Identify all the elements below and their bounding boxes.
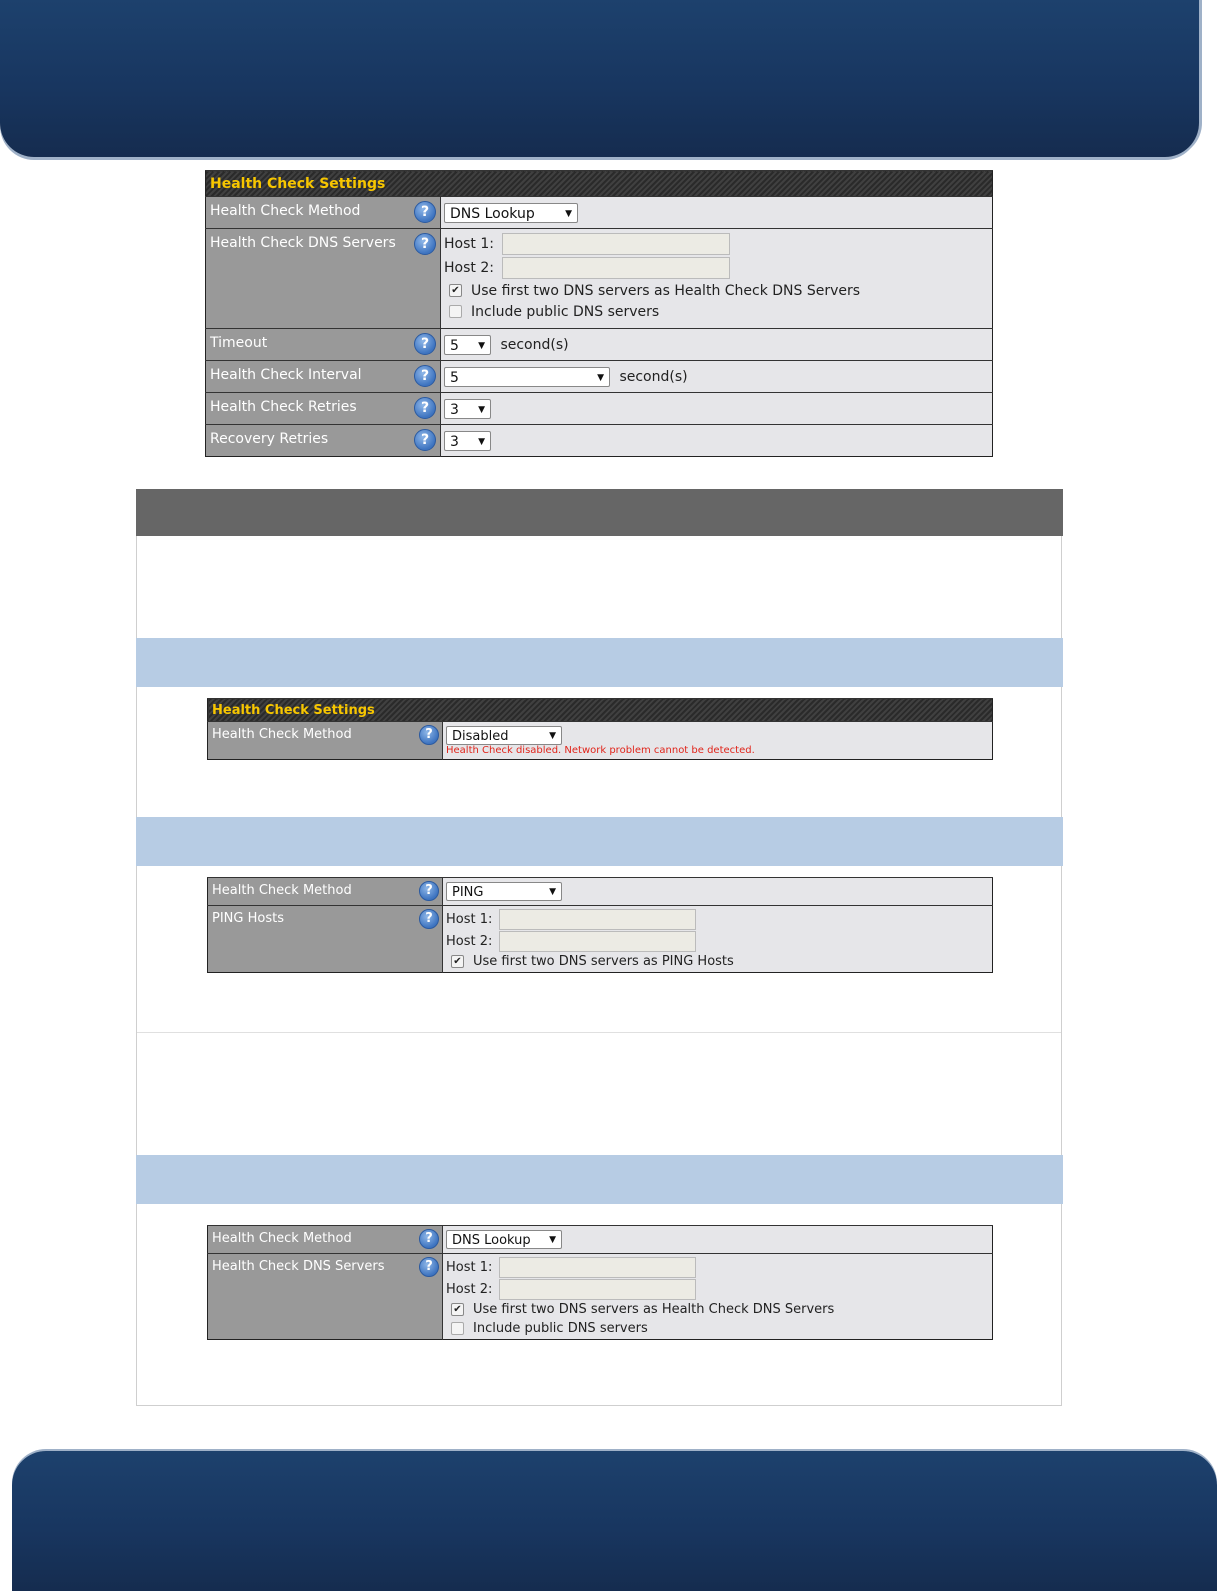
ping-host1-input[interactable] <box>499 909 696 930</box>
dns-host1-input[interactable] <box>499 1257 696 1278</box>
dns-method-select[interactable]: DNS Lookup ▼ <box>446 1230 562 1249</box>
dns-host1-label: Host 1: <box>446 1259 493 1275</box>
retries-label: Health Check Retries <box>210 399 357 415</box>
bottom-banner <box>12 1451 1217 1591</box>
interval-label: Health Check Interval <box>210 367 362 383</box>
disabled-method-select[interactable]: Disabled ▼ <box>446 726 562 745</box>
recovery-label-cell <box>206 425 441 457</box>
interval-unit: second(s) <box>619 368 688 385</box>
dns-include-public-label: Include public DNS servers <box>473 1321 648 1336</box>
dns-method-label: Health Check Method <box>212 1231 352 1246</box>
disabled-method-label-cell <box>208 722 443 760</box>
ping-use-first-two-label: Use first two DNS servers as PING Hosts <box>473 954 734 969</box>
section-divider <box>137 1032 1061 1033</box>
disabled-header: Health Check Settings <box>208 699 993 722</box>
include-public-label: Include public DNS servers <box>471 303 660 320</box>
dns-example-table <box>207 1225 993 1340</box>
interval-select[interactable]: 5 ▼ <box>444 367 610 387</box>
recovery-label: Recovery Retries <box>210 431 329 447</box>
help-icon[interactable]: ? <box>419 1257 439 1277</box>
ping-hosts-label-cell <box>208 906 443 973</box>
ping-method-select[interactable]: PING ▼ <box>446 882 562 901</box>
help-icon[interactable]: ? <box>419 909 439 929</box>
ping-host1-label: Host 1: <box>446 911 493 927</box>
dns-use-first-two-checkbox[interactable]: ✔ <box>451 1303 464 1316</box>
help-icon[interactable]: ? <box>414 429 436 451</box>
section-band <box>136 817 1063 866</box>
dns-servers-label: Health Check DNS Servers <box>210 235 396 251</box>
dns-include-public-checkbox[interactable] <box>451 1322 464 1335</box>
use-first-two-label: Use first two DNS servers as Health Check DNS Servers <box>471 282 861 299</box>
dns-host2-input[interactable] <box>499 1279 696 1300</box>
dns-host2-label: Host 2: <box>446 1281 493 1297</box>
dns-servers-label-cell <box>208 1254 443 1340</box>
dns-method-label-cell <box>208 1226 443 1254</box>
top-banner <box>0 0 1199 157</box>
help-icon[interactable]: ? <box>414 233 436 255</box>
recovery-select[interactable]: 3 ▼ <box>444 431 491 451</box>
health-check-warning: Health Check disabled. Network problem cannot be detected. <box>446 745 755 756</box>
ping-host2-label: Host 2: <box>446 933 493 949</box>
help-icon[interactable]: ? <box>419 881 439 901</box>
timeout-label-cell <box>206 329 441 361</box>
method-select[interactable]: DNS Lookup ▼ <box>444 203 578 223</box>
section-band <box>136 638 1063 687</box>
timeout-unit: second(s) <box>500 336 569 353</box>
help-icon[interactable]: ? <box>414 365 436 387</box>
dns-use-first-two-label: Use first two DNS servers as Health Check DNS Servers <box>473 1302 835 1317</box>
use-first-two-checkbox[interactable]: ✔ <box>449 284 462 297</box>
include-public-checkbox[interactable] <box>449 305 462 318</box>
method-label-cell <box>206 197 441 229</box>
ping-use-first-two-checkbox[interactable]: ✔ <box>451 955 464 968</box>
timeout-label: Timeout <box>210 335 268 351</box>
help-icon[interactable]: ? <box>419 725 439 745</box>
host2-label: Host 2: <box>444 260 494 276</box>
ping-hosts-label: PING Hosts <box>212 911 284 926</box>
dns-servers-label: Health Check DNS Servers <box>212 1259 385 1274</box>
timeout-select[interactable]: 5 ▼ <box>444 335 491 355</box>
section-band <box>136 1155 1063 1204</box>
ping-example-table <box>207 877 993 973</box>
interval-label-cell <box>206 361 441 393</box>
host1-input[interactable] <box>502 233 730 255</box>
settings-header: Health Check Settings <box>206 171 993 197</box>
retries-select[interactable]: 3 ▼ <box>444 399 491 419</box>
disabled-example-table <box>207 698 993 760</box>
help-icon[interactable]: ? <box>414 333 436 355</box>
ping-method-label-cell <box>208 878 443 906</box>
ping-host2-input[interactable] <box>499 931 696 952</box>
help-icon[interactable]: ? <box>414 201 436 223</box>
disabled-method-label: Health Check Method <box>212 727 352 742</box>
health-check-settings-table <box>205 170 993 457</box>
panel-header-bar <box>136 489 1063 536</box>
host1-label: Host 1: <box>444 236 494 252</box>
help-icon[interactable]: ? <box>419 1229 439 1249</box>
host2-input[interactable] <box>502 257 730 279</box>
ping-method-label: Health Check Method <box>212 883 352 898</box>
retries-label-cell <box>206 393 441 425</box>
dns-servers-label-cell <box>206 229 441 329</box>
help-icon[interactable]: ? <box>414 397 436 419</box>
method-label: Health Check Method <box>210 203 361 219</box>
